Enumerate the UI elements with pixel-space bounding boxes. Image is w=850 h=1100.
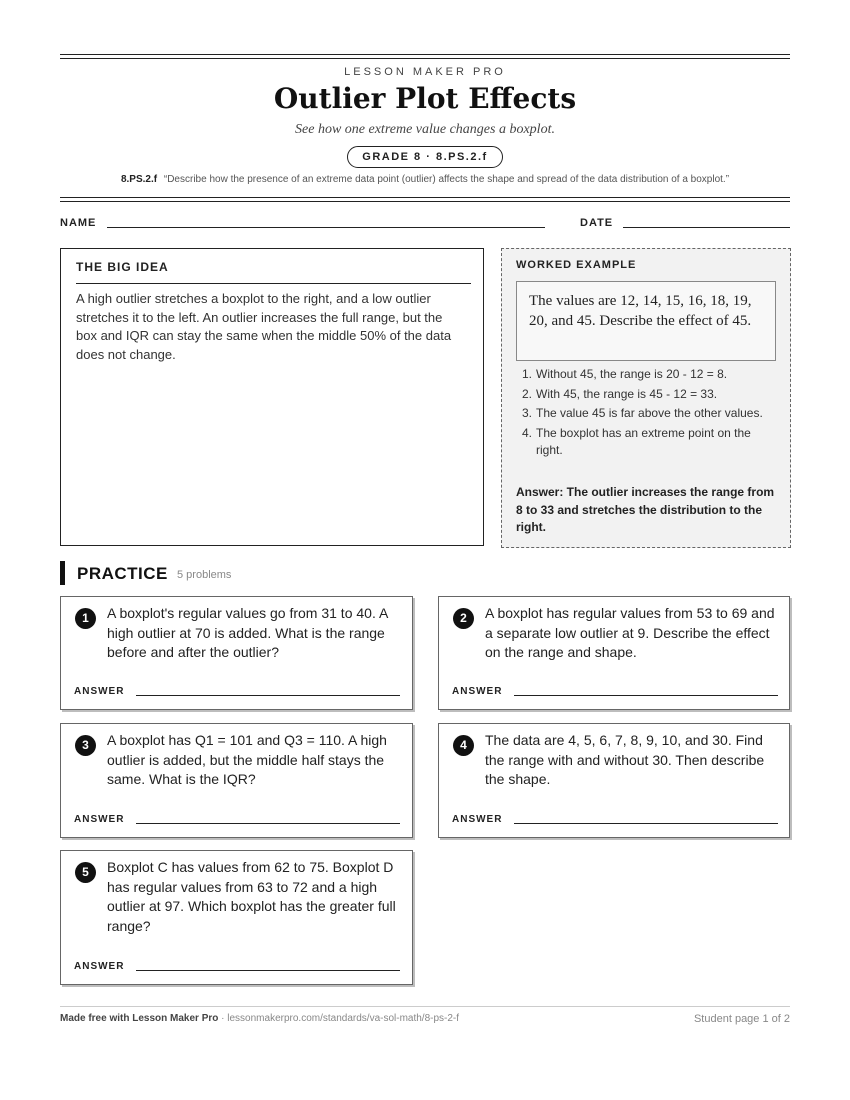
practice-accent-bar: [60, 561, 65, 585]
name-label: NAME: [60, 217, 97, 229]
standard-code: 8.PS.2.f: [120, 174, 158, 185]
step-item: 2. With 45, the range is 45 - 12 = 33.: [522, 386, 718, 401]
header-bottom-rule: [60, 197, 790, 198]
problem-card-4: [438, 723, 790, 838]
problem-number: 3: [75, 735, 96, 756]
problem-card-2: [438, 596, 790, 710]
problem-number: 5: [75, 862, 96, 883]
problem-text: A boxplot's regular values go from 31 to 40. A high outlier at 70 is added. What is the range before and after the outlier?: [107, 605, 388, 660]
problem-text: A boxplot has regular values from 53 to 69 and a separate low outlier at 9. Describe the effect on the range and shape.: [485, 605, 775, 660]
answer-field[interactable]: [514, 695, 778, 696]
practice-heading: PRACTICE: [77, 564, 168, 583]
header-bottom-rule-thin: [60, 201, 790, 202]
answer-label: ANSWER: [452, 686, 503, 697]
top-rule-thin: [60, 58, 790, 59]
big-idea-text: A high outlier stretches a boxplot to the right, and a low outlier stretches it to the left. An outlier increases the full range, but the box and IQR can stay the same when the middle 50% of the data does not change.: [76, 291, 452, 362]
big-idea-box: [60, 248, 484, 546]
date-label: DATE: [580, 217, 614, 229]
standard-line: [0, 174, 850, 185]
worked-example-problem: The values are 12, 14, 15, 16, 18, 19, 20, and 45. Describe the effect of 45.: [516, 281, 776, 361]
footer-page-number: Student page 1 of 2: [693, 1013, 790, 1025]
step-item: 4. The boxplot has an extreme point on the right.: [522, 425, 751, 457]
answer-field[interactable]: [136, 970, 400, 971]
footer-divider: [60, 1006, 790, 1007]
problem-card-1: [60, 596, 413, 710]
problem-number: 2: [453, 608, 474, 629]
answer-field[interactable]: [136, 695, 400, 696]
step-item: 1. Without 45, the range is 20 - 12 = 8.: [522, 367, 728, 381]
problem-text: Boxplot C has values from 62 to 75. Boxplot D has regular values from 63 to 72 and a high outlier at 97. Which boxplot has the greater full range?: [107, 859, 396, 934]
answer-label: ANSWER: [74, 814, 125, 825]
big-idea-divider: [76, 283, 471, 284]
big-idea-heading: THE BIG IDEA: [76, 260, 169, 274]
problem-number: 4: [453, 735, 474, 756]
practice-count: 5 problems: [177, 569, 232, 581]
problem-card-3: [60, 723, 413, 838]
footer-url[interactable]: · lessonmakerpro.com/standards/va-sol-math/8-ps-2-f: [218, 1013, 460, 1024]
problem-number: 1: [75, 608, 96, 629]
answer-label: ANSWER: [74, 686, 125, 697]
page-title: Outlier Plot Effects: [273, 82, 577, 115]
standard-text: “Describe how the presence of an extreme data point (outlier) affects the shape and spread of the data distribution of a boxplot.”: [163, 174, 730, 185]
problem-text: The data are 4, 5, 6, 7, 8, 9, 10, and 30. Find the range with and without 30. Then describe the shape.: [485, 732, 765, 787]
problem-text: A boxplot has Q1 = 101 and Q3 = 110. A high outlier is added, but the middle half stays the same. What is the IQR?: [107, 732, 387, 787]
page-subtitle: See how one extreme value changes a boxplot.: [295, 122, 555, 137]
brand-name: LESSON MAKER PRO: [344, 66, 506, 78]
worked-example-steps: [516, 366, 778, 462]
answer-field[interactable]: [136, 823, 400, 824]
worked-example-box: [501, 248, 791, 548]
top-rule: [60, 54, 790, 55]
answer-label: ANSWER: [74, 961, 125, 972]
grade-badge: GRADE 8 · 8.PS.2.f: [347, 146, 503, 168]
step-item: 3. The value 45 is far above the other values.: [522, 406, 763, 420]
footer-made-by: Made free with Lesson Maker Pro: [60, 1013, 219, 1024]
date-field[interactable]: [623, 227, 790, 228]
footer-credit: [60, 1013, 459, 1024]
name-field[interactable]: [107, 227, 545, 228]
answer-field[interactable]: [514, 823, 778, 824]
worked-example-answer: Answer: The outlier increases the range from 8 to 33 and stretches the distribution to the right.: [516, 485, 775, 534]
answer-label: ANSWER: [452, 814, 503, 825]
worked-example-heading: WORKED EXAMPLE: [516, 259, 637, 271]
problem-card-5: [60, 850, 413, 985]
